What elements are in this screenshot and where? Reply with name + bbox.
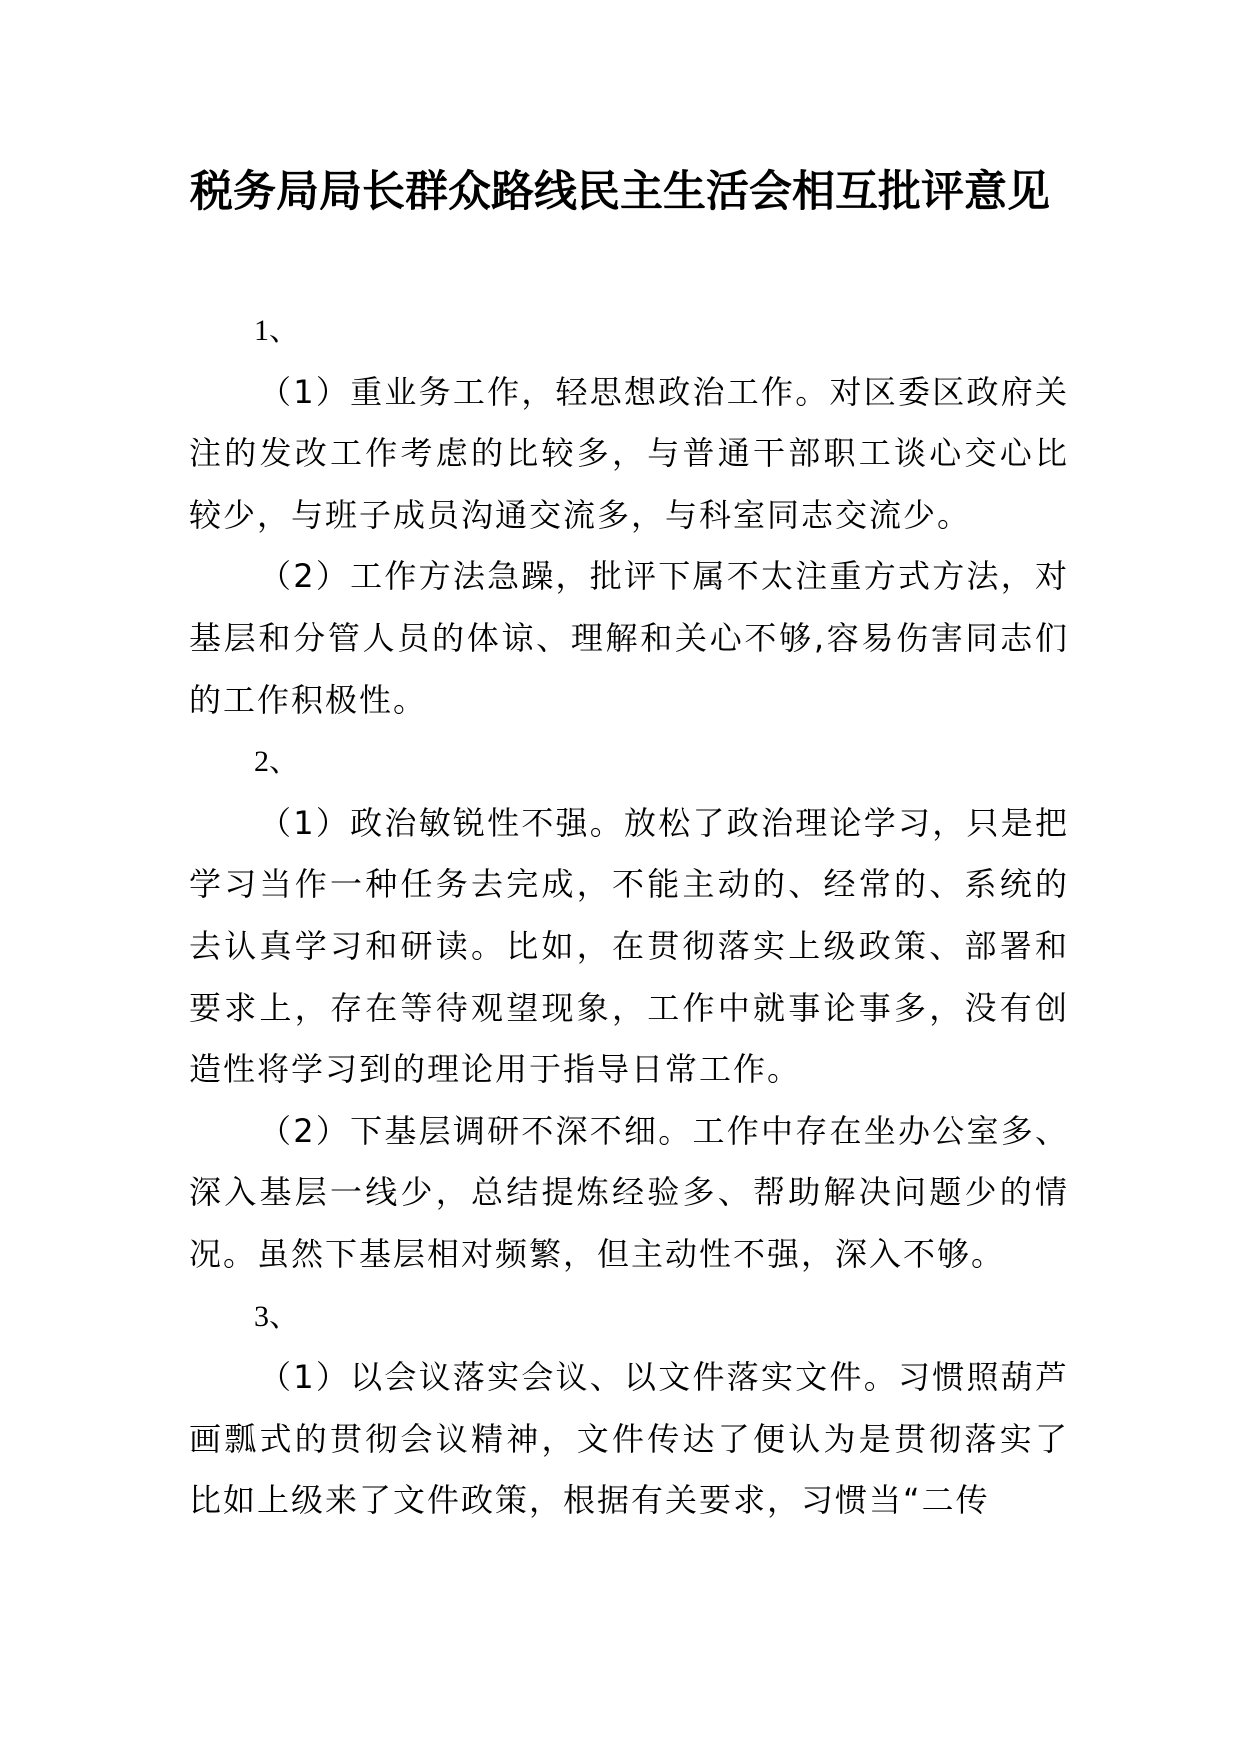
paragraph: （2）工作方法急躁，批评下属不太注重方式方法，对基层和分管人员的体谅、理解和关心不够,容易伤害同志们的工作积极性。 — [189, 557, 1069, 719]
paragraph: （1）政治敏锐性不强。放松了政治理论学习，只是把学习当作一种任务去完成，不能主动的、经常的、系统的去认真学习和研读。比如，在贯彻落实上级政策、部署和要求上，存在等待观望现象，工作中就事论事多，没有创造性将学习到的理论用于指导日常工作。 — [189, 803, 1069, 1089]
paragraph: （2）下基层调研不深不细。工作中存在坐办公室多、深入基层一线少，总结提炼经验多、帮助解决问题少的情况。虽然下基层相对频繁，但主动性不强，深入不够。 — [189, 1111, 1069, 1273]
paragraph: （1）以会议落实会议、以文件落实文件。习惯照葫芦画瓢式的贯彻会议精神，文件传达了便认为是贯彻落实了比如上级来了文件政策，根据有关要求，习惯当“二传 — [189, 1358, 1069, 1520]
section-number-2: 2、 — [254, 745, 299, 779]
paragraph: （1）重业务工作，轻思想政治工作。对区委区政府关注的发改工作考虑的比较多，与普通干部职工谈心交心比较少，与班子成员沟通交流多，与科室同志交流少。 — [189, 372, 1069, 534]
section-number-3: 3、 — [254, 1299, 299, 1333]
section-number-1: 1、 — [254, 314, 299, 347]
document-body — [189, 300, 1069, 1532]
document-title: 税务局局长群众路线民主生活会相互批评意见 — [190, 167, 1050, 217]
